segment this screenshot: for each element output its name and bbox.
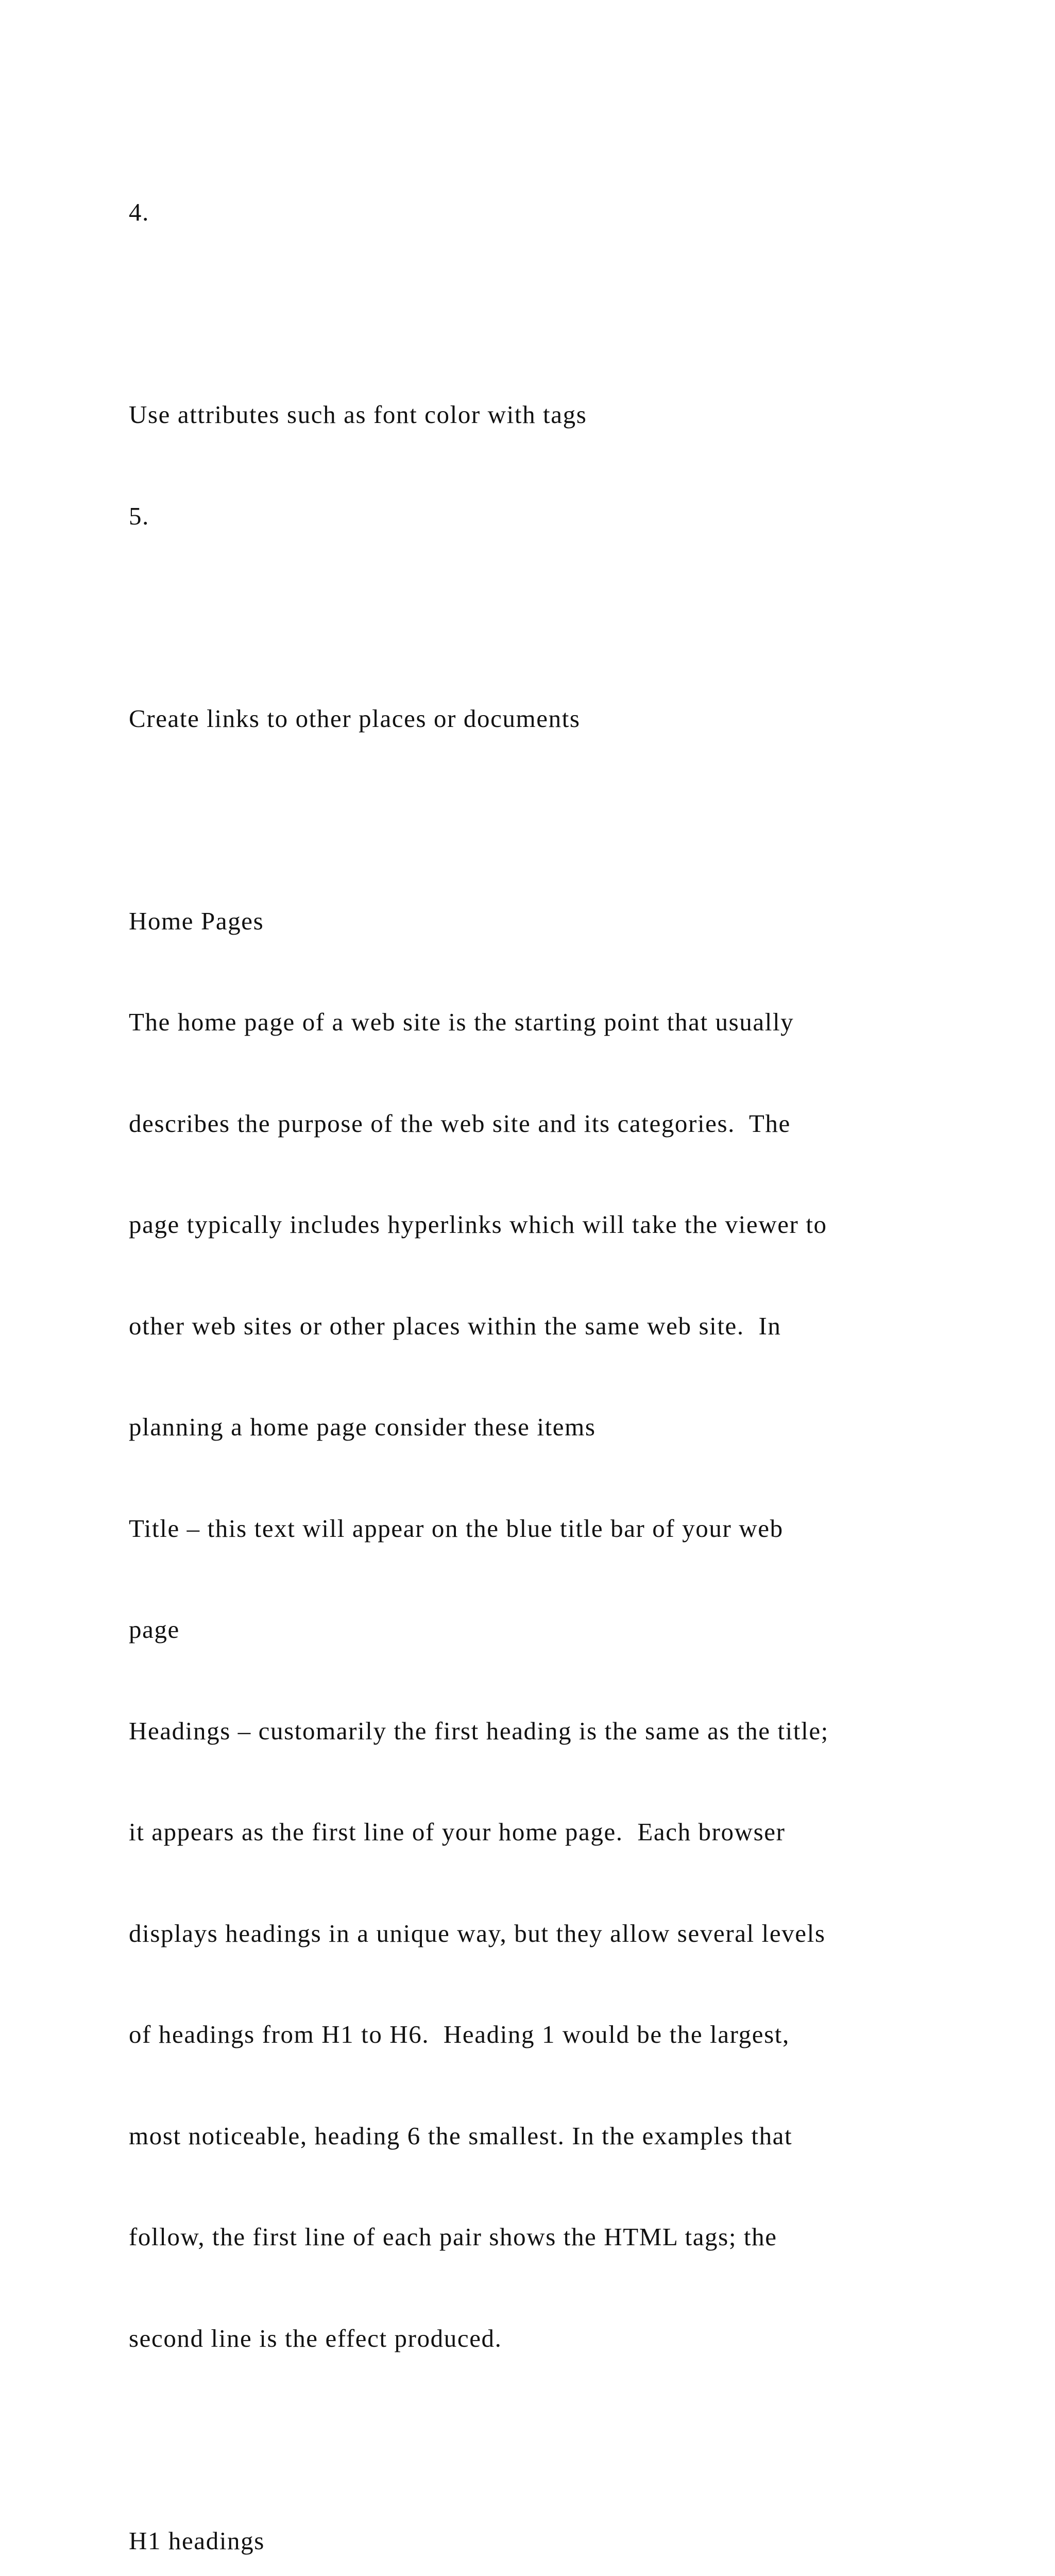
body-text-line: page <box>129 1615 180 1643</box>
body-text-line: Headings – customarily the first heading is the same as the title; <box>129 1716 829 1745</box>
blank-line <box>129 803 979 837</box>
body-text-line: Title – this text will appear on the blue title bar of your web <box>129 1514 784 1543</box>
body-text-line: it appears as the first line of your home page. Each browser <box>129 1818 786 1846</box>
body-text-line: page typically includes hyperlinks which will take the viewer to <box>129 1210 827 1239</box>
body-text-line: second line is the effect produced. <box>129 2324 502 2352</box>
blank-line <box>129 297 979 331</box>
section-heading-home-pages: Home Pages <box>129 906 264 935</box>
body-text-line: other web sites or other places within the same web site. In <box>129 1311 781 1340</box>
list-item-links: Create links to other places or documents <box>129 704 581 733</box>
body-text-line: most noticeable, heading 6 the smallest. In the examples that <box>129 2121 793 2150</box>
body-text-line: follow, the first line of each pair shows the HTML tags; the <box>129 2223 777 2251</box>
body-text-line: of headings from H1 to H6. Heading 1 would be the largest, <box>129 2020 790 2048</box>
body-text-line: planning a home page consider these items <box>129 1413 596 1441</box>
list-item-attributes: Use attributes such as font color with tags <box>129 400 587 429</box>
document-body <box>129 128 979 2576</box>
body-text-line: describes the purpose of the web site and its categories. The <box>129 1109 791 1138</box>
blank-line <box>129 600 979 634</box>
body-text-line: The home page of a web site is the starting point that usually <box>129 1008 794 1036</box>
blank-line <box>129 2422 979 2456</box>
heading-example-h1-tag: H1 headings <box>129 2526 265 2555</box>
list-number-4: 4. <box>129 198 149 226</box>
body-text-line: displays headings in a unique way, but they allow several levels <box>129 1919 826 1947</box>
list-number-5: 5. <box>129 501 149 530</box>
